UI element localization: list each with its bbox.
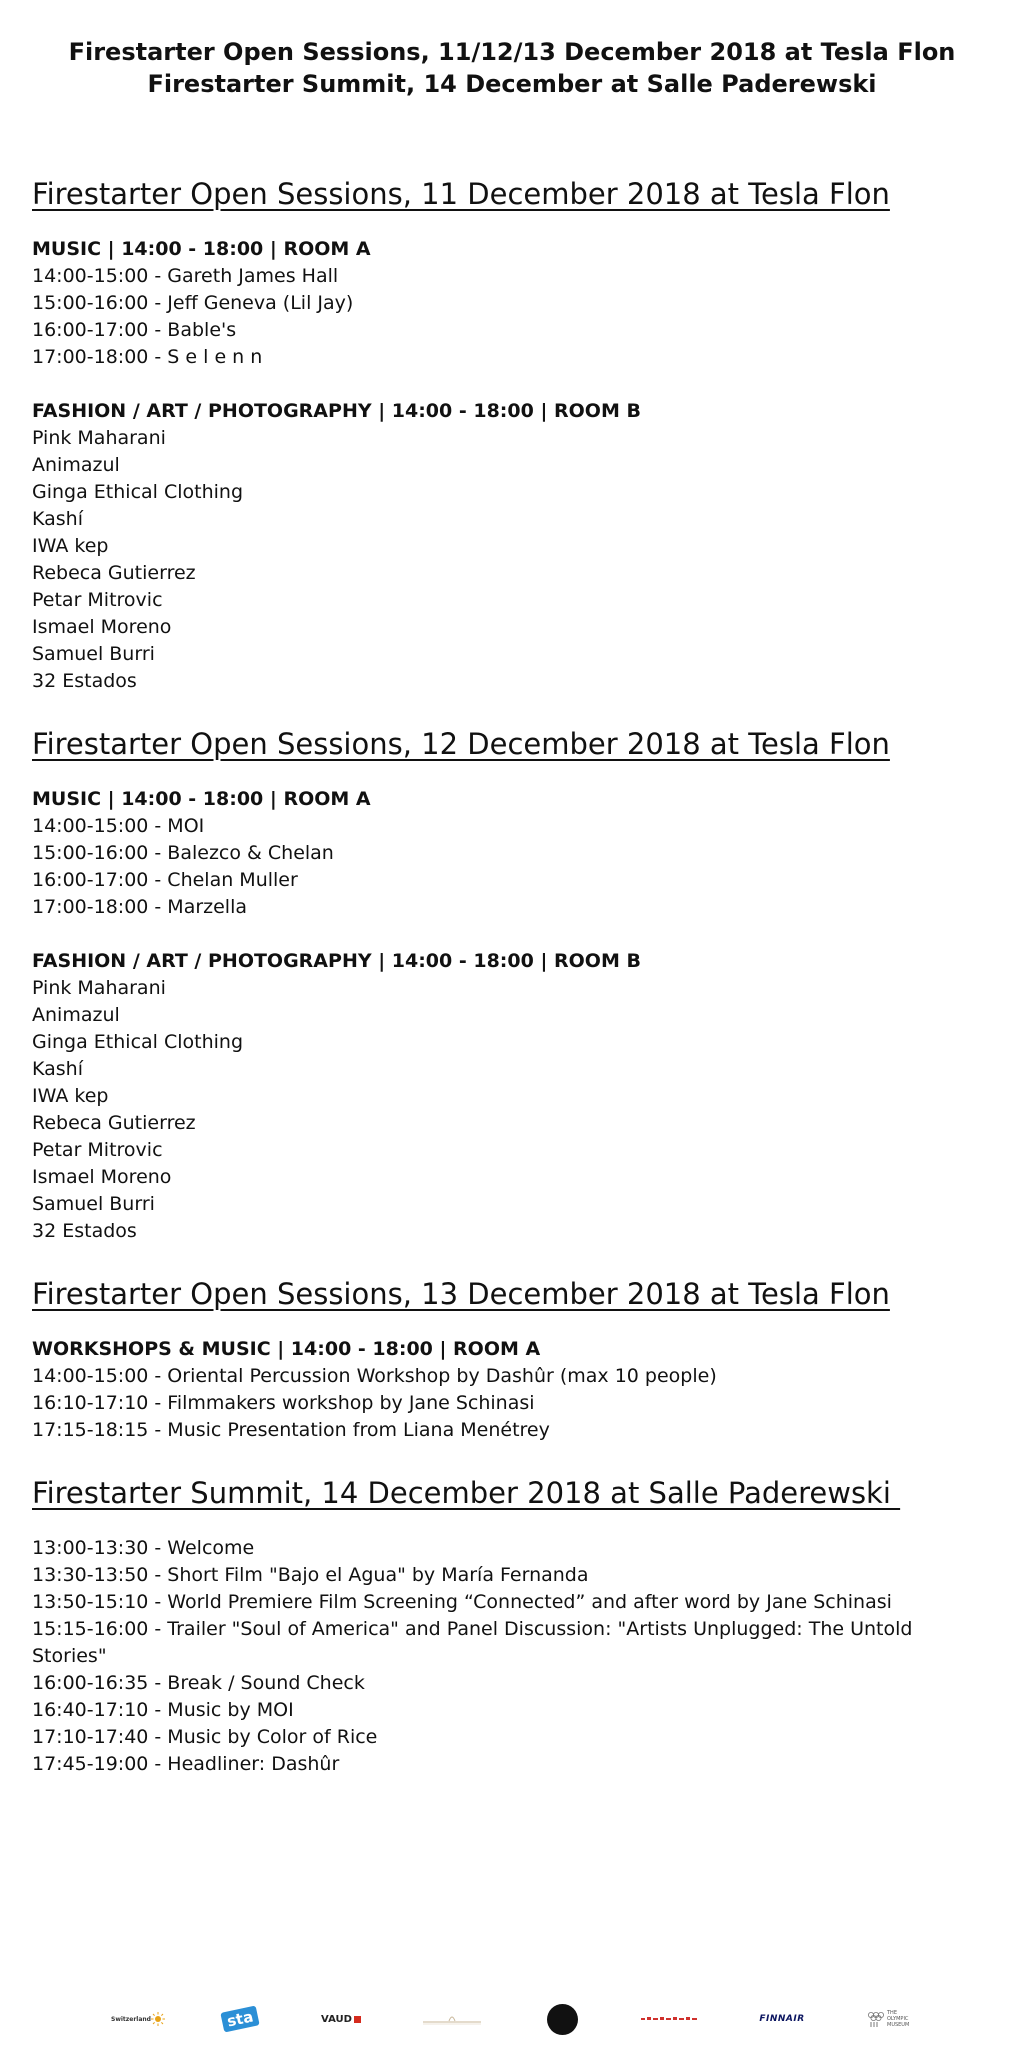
schedule-item: Ismael Moreno (32, 616, 172, 638)
olympic-museum-wordmark: THE OLYMPIC MUSEUM (887, 2010, 910, 2028)
group-heading: MUSIC | 14:00 - 18:00 | ROOM A (32, 788, 371, 810)
finnair-logo[interactable] (754, 1994, 810, 2044)
schedule-item: 32 Estados (32, 1220, 137, 1242)
schedule-item: 14:00-15:00 - Oriental Percussion Workshop by Dashûr (max 10 people) (32, 1365, 717, 1387)
lausanne-mark-icon (421, 2011, 483, 2027)
schedule-item: IWA kep (32, 535, 109, 557)
schedule-item: Ismael Moreno (32, 1166, 172, 1188)
schedule-item: Rebeca Gutierrez (32, 562, 196, 584)
schedule-item: Samuel Burri (32, 1193, 155, 1215)
olympic-museum-logo[interactable] (866, 1994, 918, 2044)
finnair-wordmark: FINNAIR (759, 2014, 805, 2024)
schedule-content (32, 172, 992, 1805)
header-line-1: Firestarter Open Sessions, 11/12/13 December 2018 at Tesla Flon (68, 38, 956, 66)
schedule-item: Pink Maharani (32, 427, 166, 449)
schedule-item: 16:00-17:00 - Chelan Muller (32, 869, 298, 891)
schedule-item: Animazul (32, 454, 120, 476)
schedule-item: 14:00-15:00 - MOI (32, 815, 205, 837)
schedule-item: Pink Maharani (32, 977, 166, 999)
schedule-item: Samuel Burri (32, 643, 155, 665)
vaud-wordmark: VAUD (321, 2013, 352, 2025)
header-line-2: Firestarter Summit, 14 December at Salle Paderewski (147, 70, 877, 98)
section-title: Firestarter Summit, 14 December 2018 at Salle Paderewski (32, 1476, 901, 1510)
vaud-logo[interactable] (318, 1994, 364, 2044)
schedule-item: IWA kep (32, 1085, 109, 1107)
schedule-item: 17:10-17:40 - Music by Color of Rice (32, 1726, 378, 1748)
schedule-section (32, 172, 992, 695)
schedule-item: 15:00-16:00 - Balezco & Chelan (32, 842, 334, 864)
circle-logo[interactable] (546, 1994, 578, 2044)
schedule-item: Ginga Ethical Clothing (32, 481, 244, 503)
schedule-item: Petar Mitrovic (32, 1139, 163, 1161)
schedule-item: 32 Estados (32, 670, 137, 692)
schedule-item: Rebeca Gutierrez (32, 1112, 196, 1134)
schedule-item: Animazul (32, 1004, 120, 1026)
page-header (0, 36, 1024, 100)
schedule-item: Kashí (32, 508, 83, 530)
schedule-item: 17:00-18:00 - S e l e n n (32, 346, 263, 368)
section-title: Firestarter Open Sessions, 12 December 2018 at Tesla Flon (32, 727, 890, 761)
schedule-group (32, 398, 992, 695)
schedule-group (32, 786, 992, 921)
schedule-item: 15:00-16:00 - Jeff Geneva (Lil Jay) (32, 292, 354, 314)
olympic-rings-icon (867, 2011, 885, 2027)
sta-logo[interactable] (222, 1994, 258, 2044)
sponsor-label: Switzerland (111, 2015, 151, 2023)
schedule-item: 16:00-16:35 - Break / Sound Check (32, 1672, 365, 1694)
schedule-group (32, 948, 992, 1245)
schedule-item: 16:00-17:00 - Bable's (32, 319, 237, 341)
section-title: Firestarter Open Sessions, 11 December 2018 at Tesla Flon (32, 177, 890, 211)
schedule-item: Kashí (32, 1058, 83, 1080)
group-heading: FASHION / ART / PHOTOGRAPHY | 14:00 - 18:00 | ROOM B (32, 950, 641, 972)
schedule-item: 16:10-17:10 - Filmmakers workshop by Jane Schinasi (32, 1392, 535, 1414)
schedule-item: Petar Mitrovic (32, 589, 163, 611)
swiss-flag-icon (354, 2016, 361, 2023)
red-wordmark-logo[interactable] (640, 1994, 698, 2044)
group-heading: FASHION / ART / PHOTOGRAPHY | 14:00 - 18:00 | ROOM B (32, 400, 641, 422)
schedule-group (32, 236, 992, 371)
sta-wordmark: sta (220, 2005, 260, 2032)
schedule-section (32, 1272, 992, 1444)
schedule-item: 17:45-19:00 - Headliner: Dashûr (32, 1753, 340, 1775)
red-wordmark-icon (641, 2015, 697, 2023)
black-circle-icon (547, 2004, 578, 2035)
schedule-item: 13:30-13:50 - Short Film "Bajo el Agua" by María Fernanda (32, 1564, 589, 1586)
schedule-group (32, 1336, 992, 1444)
group-heading: WORKSHOPS & MUSIC | 14:00 - 18:00 | ROOM A (32, 1338, 541, 1360)
group-heading: MUSIC | 14:00 - 18:00 | ROOM A (32, 238, 371, 260)
section-title: Firestarter Open Sessions, 13 December 2018 at Tesla Flon (32, 1277, 890, 1311)
schedule-item: 17:00-18:00 - Marzella (32, 896, 248, 918)
schedule-item: 13:50-15:10 - World Premiere Film Screening “Connected” and after word by Jane Schinasi (32, 1591, 892, 1613)
schedule-section (32, 722, 992, 1245)
schedule-item: 13:00-13:30 - Welcome (32, 1537, 255, 1559)
schedule-section (32, 1471, 992, 1778)
schedule-item: Ginga Ethical Clothing (32, 1031, 244, 1053)
sponsor-logos (0, 1994, 1024, 2044)
schedule-group (32, 1535, 992, 1778)
sun-icon (151, 2012, 165, 2026)
schedule-item: 15:15-16:00 - Trailer "Soul of America" and Panel Discussion: "Artists Unplugged: The Untold Stories" (32, 1618, 913, 1667)
switzerland-tourism-logo[interactable] (108, 1994, 168, 2044)
schedule-item: 16:40-17:10 - Music by MOI (32, 1699, 294, 1721)
schedule-item: 14:00-15:00 - Gareth James Hall (32, 265, 339, 287)
lausanne-logo[interactable] (420, 1994, 484, 2044)
schedule-item: 17:15-18:15 - Music Presentation from Liana Menétrey (32, 1419, 550, 1441)
